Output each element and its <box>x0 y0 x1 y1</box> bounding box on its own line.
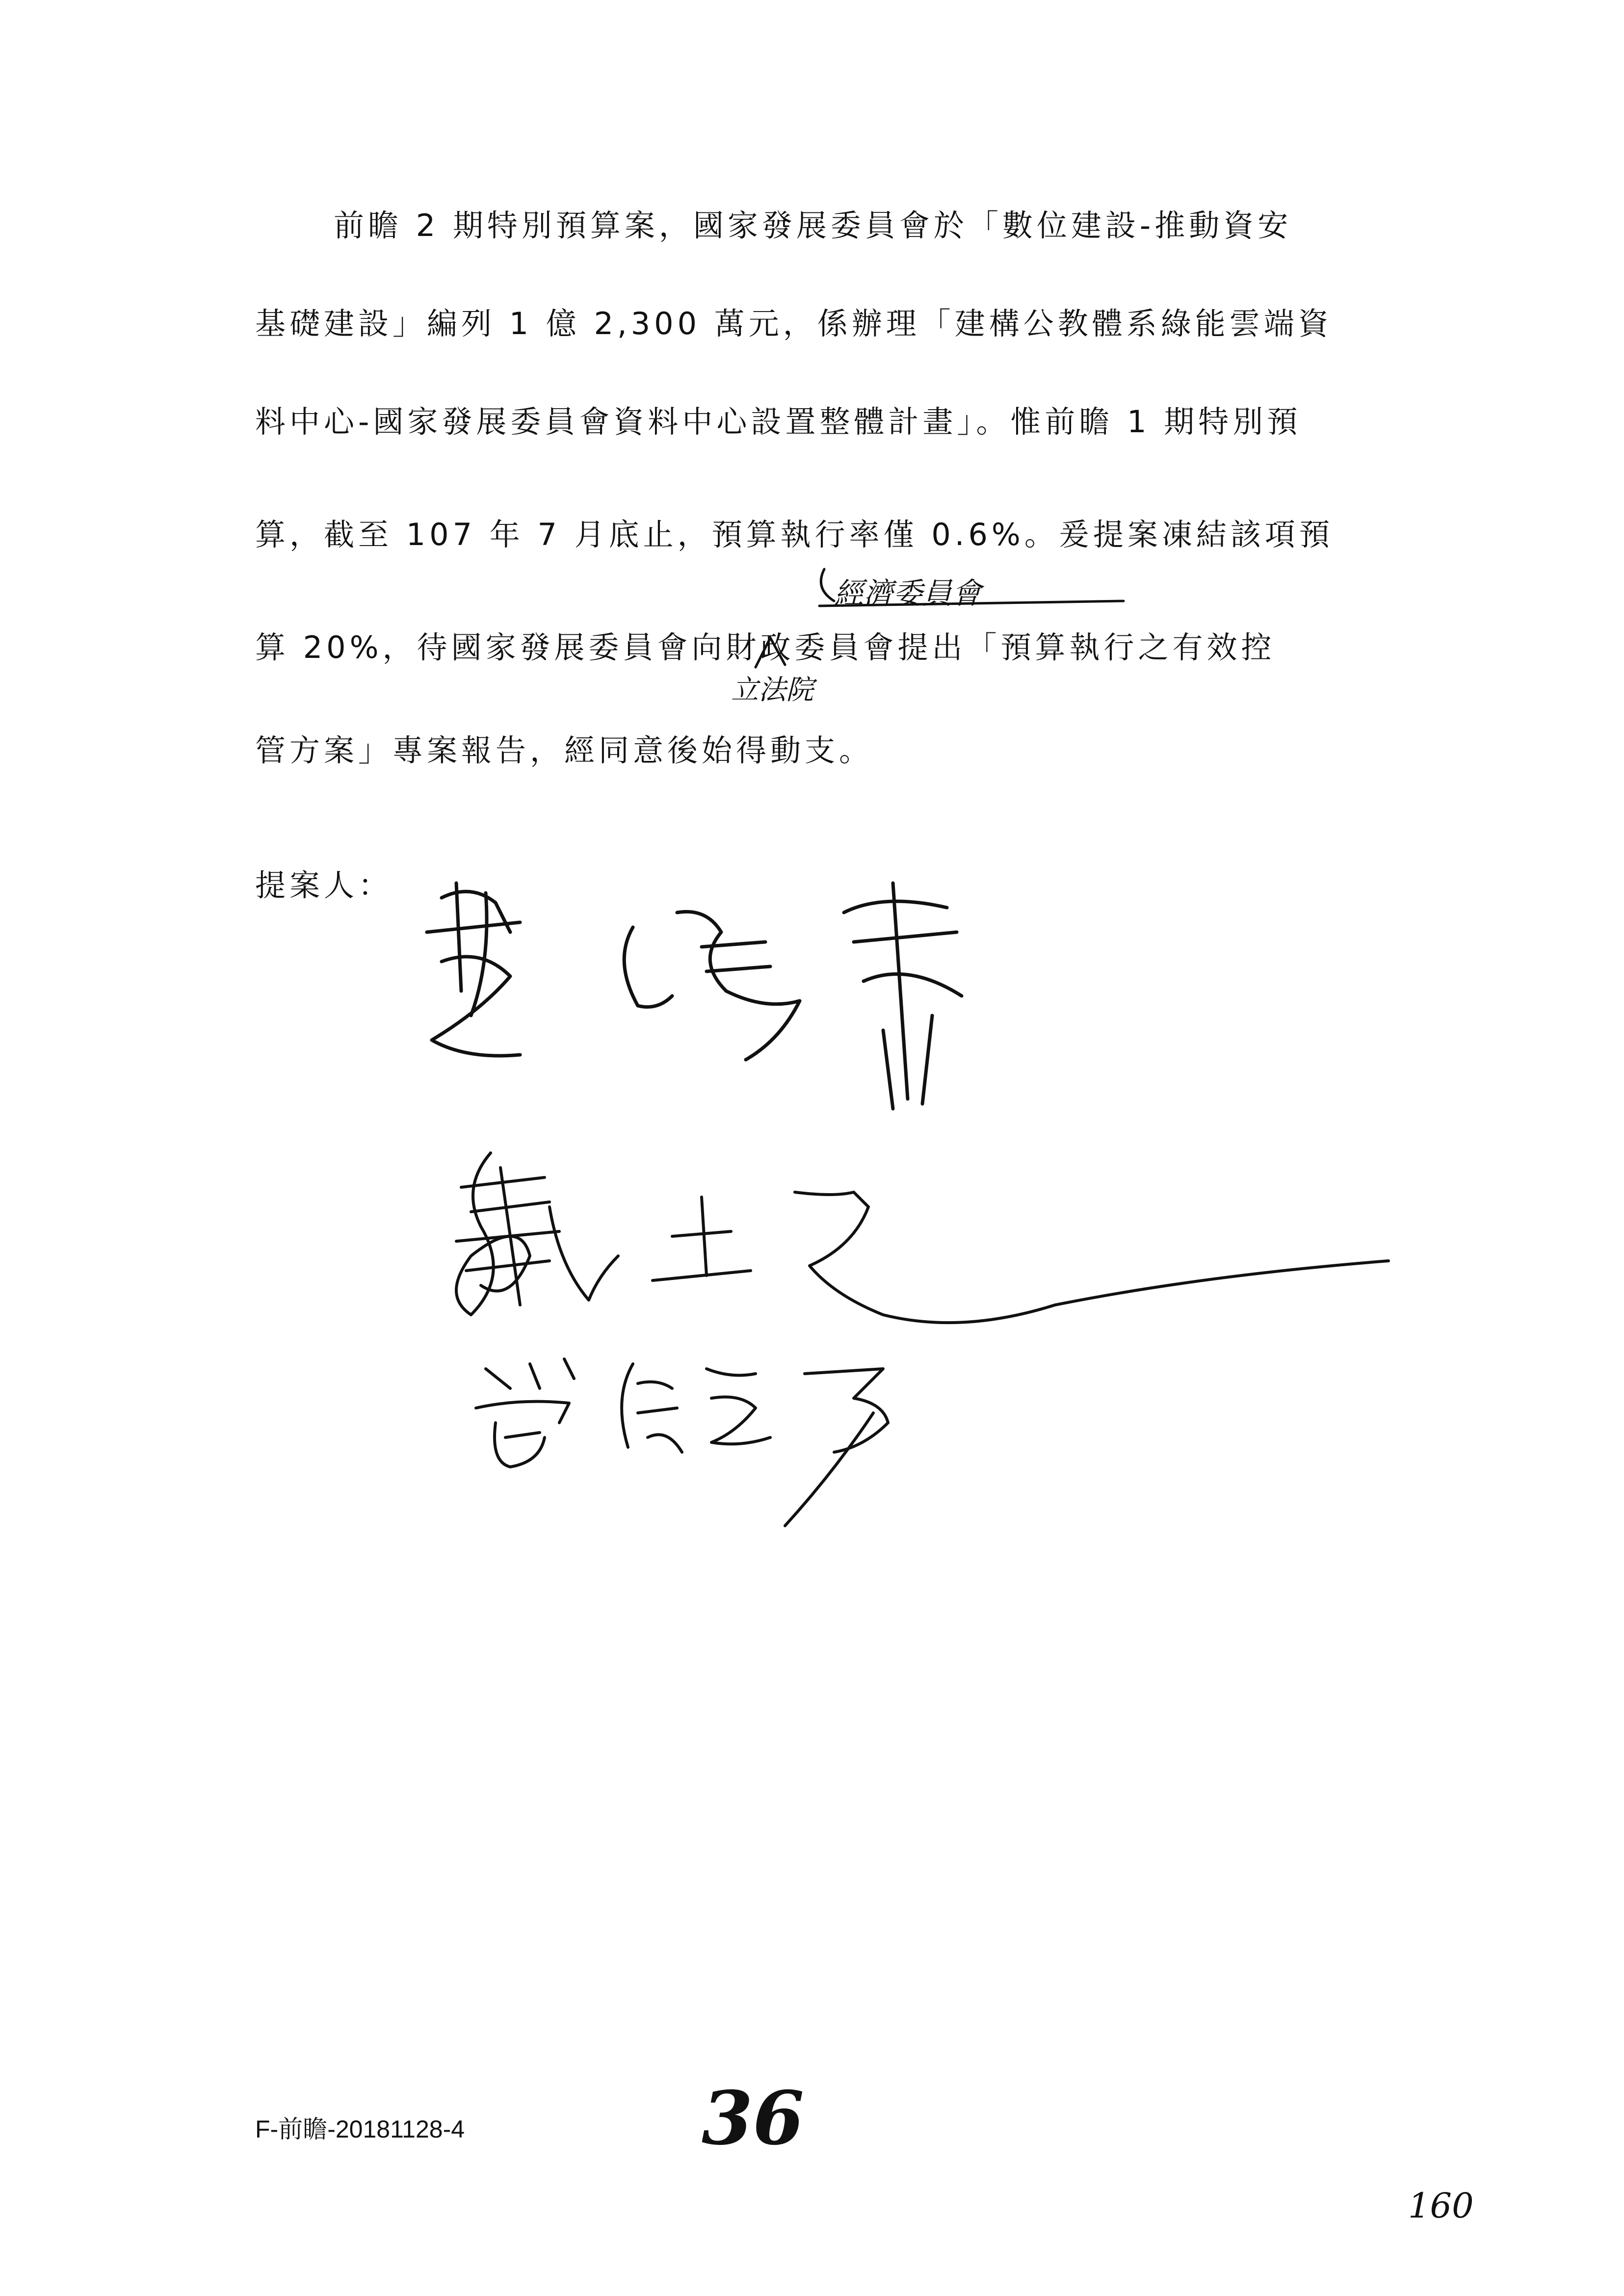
page-number: 36 <box>702 2075 804 2162</box>
document-code: F-前瞻-20181128-4 <box>255 2115 465 2143</box>
sheet-number: 160 <box>1408 2186 1474 2226</box>
paragraph-line-6: 管方案」專案報告，經同意後始得動支。 <box>255 732 874 768</box>
page-number-mark <box>702 2075 804 2162</box>
paragraph-line-2: 基礎建設」編列 1 億 2,300 萬元，係辦理「建構公教體系綠能雲端資 <box>255 306 1333 341</box>
paragraph-line-3: 料中心-國家發展委員會資料中心設置整體計畫」。惟前瞻 1 期特別預 <box>255 404 1302 440</box>
correction-below-text: 立法院 <box>731 674 813 706</box>
correction-above-text: 經濟委員會 <box>834 576 981 611</box>
paragraph-line-4: 算，截至 107 年 7 月底止，預算執行率僅 0.6%。爰提案凍結該項預 <box>255 517 1334 552</box>
signature-1 <box>427 883 962 1109</box>
sheet-number-mark <box>1408 2186 1474 2226</box>
paragraph-line-1: 前瞻 2 期特別預算案，國家發展委員會於「數位建設-推動資安 <box>334 208 1292 243</box>
paragraph-line-5: 算 20%，待國家發展委員會向財政委員會提出「預算執行之有效控 <box>255 629 1276 665</box>
proposer-label: 提案人： <box>255 867 393 903</box>
signature-2 <box>456 1153 1388 1323</box>
signature-3 <box>476 1359 888 1526</box>
